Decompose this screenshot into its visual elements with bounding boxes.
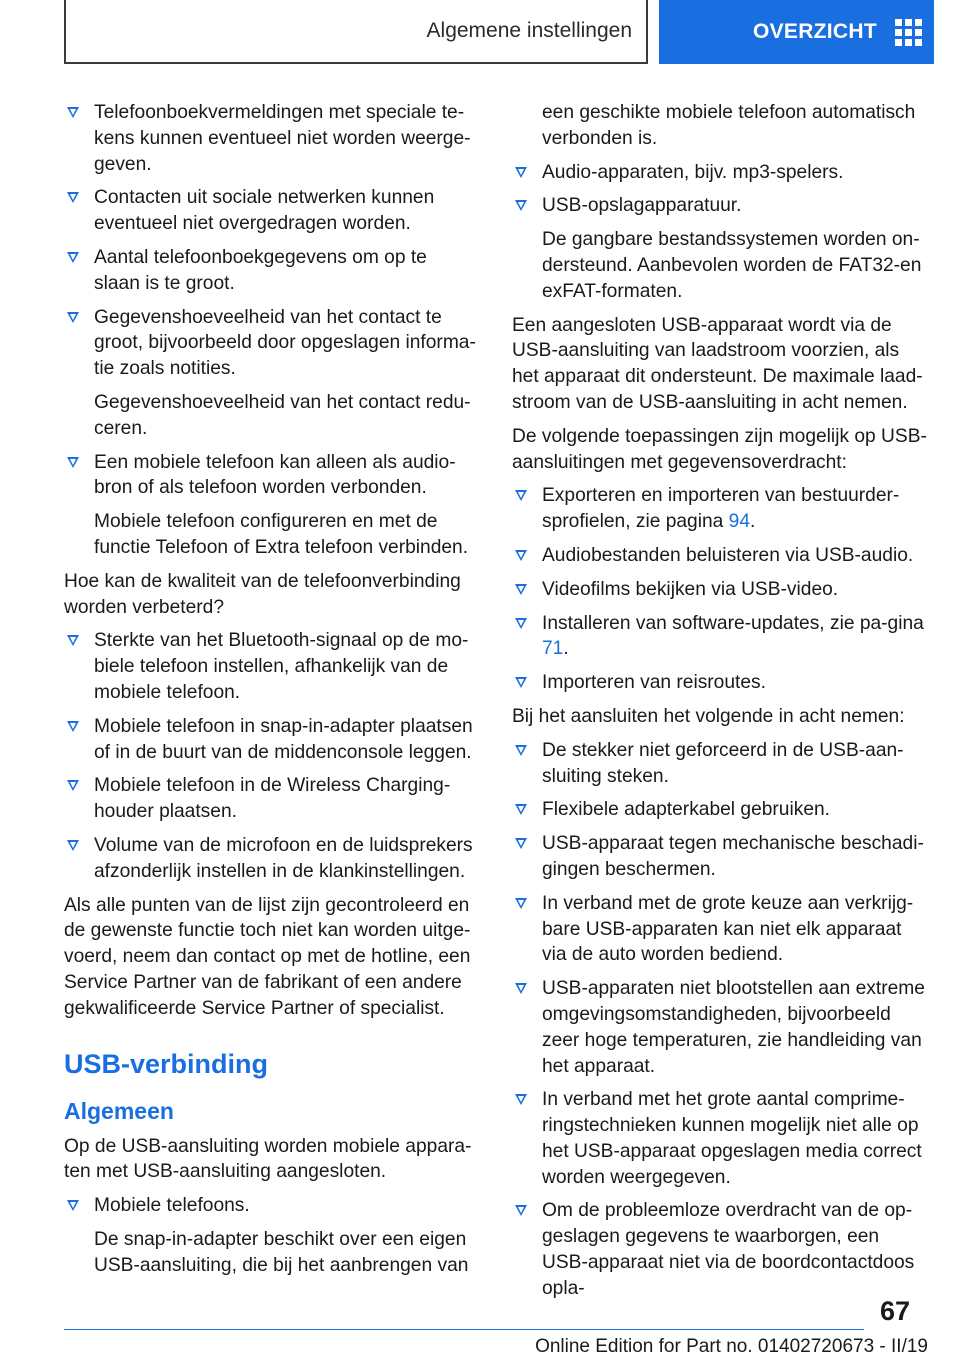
list-item-text: Flexibele adapterkabel gebruiken.	[542, 799, 830, 821]
list-item-text: Een mobiele telefoon kan alleen als audio-bron of als telefoon worden verbonden.	[94, 451, 456, 499]
page-number: 67	[880, 1296, 911, 1326]
list-item	[64, 1193, 478, 1278]
triangle-bullet-icon	[515, 1094, 527, 1105]
triangle-bullet-icon	[515, 745, 527, 756]
list-item-text: Aantal telefoonboekgegevens om op te slaan is te groot.	[94, 246, 427, 294]
triangle-bullet-icon	[67, 635, 79, 646]
grid-menu-icon	[895, 19, 922, 46]
list-item-note-continued: een geschikte mobiele telefoon automatisch verbonden is.	[542, 102, 916, 149]
triangle-bullet-icon	[515, 167, 527, 178]
list-item	[512, 738, 928, 790]
list-item	[64, 305, 478, 442]
list-item-text: Om de probleemloze overdracht van de op-geslagen gegevens te waarborgen, een USB-apparaat niet via de boordcontactdoos opla-	[542, 1200, 915, 1299]
list-item	[64, 100, 478, 177]
triangle-bullet-icon	[515, 200, 527, 211]
list-item-note: Gegevenshoeveelheid van het contact redu-ceren.	[94, 391, 471, 439]
right-column	[512, 100, 928, 1310]
list-item	[512, 611, 928, 663]
list-item	[512, 193, 928, 304]
triangle-bullet-icon	[515, 584, 527, 595]
list-item	[512, 543, 928, 569]
list-item	[512, 1198, 928, 1301]
triangle-bullet-icon	[515, 838, 527, 849]
list-item-text: Videofilms bekijken via USB-video.	[542, 578, 839, 600]
triangle-bullet-icon	[515, 898, 527, 909]
list-item-text: In verband met het grote aantal comprime-ringstechnieken kunnen mogelijk niet alle op het USB-apparaat opgeslagen media correct worden weergegeven.	[542, 1089, 922, 1188]
list-item-text: Telefoonboekvermeldingen met speciale te-kens kunnen eventueel niet worden weerge-geven.	[94, 102, 471, 175]
triangle-bullet-icon	[67, 312, 79, 323]
list-item-text: USB-opslagapparatuur.	[542, 195, 742, 217]
list-item	[512, 797, 928, 823]
triangle-bullet-icon	[515, 618, 527, 629]
list-item-text: Exporteren en importeren van bestuurder-sprofielen, zie pagina 94.	[542, 485, 900, 533]
overview-label: OVERZICHT	[752, 20, 877, 43]
section-heading: USB-verbinding	[64, 1048, 269, 1079]
list-item	[512, 891, 928, 968]
page-link[interactable]: 71	[542, 638, 564, 660]
triangle-bullet-icon	[515, 983, 527, 994]
page-link[interactable]: 94	[728, 511, 751, 533]
list-item-text: De stekker niet geforceerd in de USB-aan-sluiting steken.	[542, 739, 904, 787]
list-item	[512, 976, 928, 1079]
list-item-text: USB-apparaten niet blootstellen aan extreme omgevingsomstandigheden, bijvoorbeeld zeer hoge temperaturen, zie handleiding van het apparaat.	[542, 978, 925, 1077]
list-item	[64, 773, 478, 825]
list-item	[512, 1087, 928, 1190]
intro-paragraph: Op de USB-aansluiting worden mobiele appara-ten met USB-aansluiting aangesloten.	[64, 1135, 472, 1183]
triangle-bullet-icon	[67, 1200, 79, 1211]
list-item-text: Contacten uit sociale netwerken kunnen eventueel niet overgedragen worden.	[94, 187, 435, 235]
list-item-text: Audio-apparaten, bijv. mp3-spelers.	[542, 161, 844, 183]
triangle-bullet-icon	[67, 457, 79, 468]
list-item-note: De snap-in-adapter beschikt over een eigen USB-aansluiting, die bij het aanbrengen van	[94, 1228, 469, 1276]
triangle-bullet-icon	[515, 490, 527, 501]
triangle-bullet-icon	[67, 107, 79, 118]
list-item-text: Installeren van software-updates, zie pa-gina 71.	[542, 612, 924, 660]
header-section-box	[64, 0, 648, 64]
triangle-bullet-icon	[515, 550, 527, 561]
list-item-text: Gegevenshoeveelheid van het contact te groot, bijvoorbeeld door opgeslagen informa-tie zoals notities.	[94, 306, 476, 380]
footer-divider	[64, 1329, 864, 1330]
list-item	[64, 245, 478, 297]
apps-intro: De volgende toepassingen zijn mogelijk op USB-aansluitingen met gegevensoverdracht:	[512, 425, 927, 473]
triangle-bullet-icon	[67, 840, 79, 851]
closing-paragraph: Als alle punten van de lijst zijn gecontroleerd en de gewenste functie toch niet kan worden uitge-voerd, neem dan contact op met de hotline, een Service Partner van de fabrikant of een andere gekwalificeerde Service Partner of specialist.	[64, 894, 471, 1019]
subsection-heading: Algemeen	[64, 1097, 174, 1124]
list-item	[512, 160, 928, 186]
power-paragraph: Een aangesloten USB-apparaat wordt via de USB-aansluiting van laadstroom voorzien, als het apparaat dit ondersteunt. De maximale laad-stroom van de USB-aansluiting in acht nemen.	[512, 314, 923, 413]
list-item	[512, 483, 928, 535]
section-title: Algemene instellingen	[426, 19, 632, 42]
triangle-bullet-icon	[67, 780, 79, 791]
list-item	[64, 714, 478, 766]
list-item-text: Sterkte van het Bluetooth-signaal op de mo-biele telefoon instellen, afhankelijk van de mobiele telefoon.	[94, 630, 469, 703]
list-item	[512, 577, 928, 603]
list-item-text: Audiobestanden beluisteren via USB-audio.	[542, 544, 914, 566]
triangle-bullet-icon	[67, 721, 79, 732]
list-item	[64, 185, 478, 237]
triangle-bullet-icon	[515, 804, 527, 815]
list-item-text: Mobiele telefoon in de Wireless Charging-houder plaatsen.	[94, 775, 451, 823]
list-item-text: Importeren van reisroutes.	[542, 672, 766, 694]
triangle-bullet-icon	[67, 192, 79, 203]
notes-intro: Bij het aansluiten het volgende in acht nemen:	[512, 705, 905, 727]
list-item	[64, 450, 478, 561]
list-item-note: De gangbare bestandssystemen worden on-dersteund. Aanbevolen worden de FAT32-en exFAT-formaten.	[542, 229, 922, 302]
list-item-note: Mobiele telefoon configureren en met de functie Telefoon of Extra telefoon verbinden.	[94, 511, 469, 558]
list-item	[64, 833, 478, 885]
triangle-bullet-icon	[515, 1205, 527, 1216]
triangle-bullet-icon	[515, 677, 527, 688]
overview-button[interactable]	[659, 0, 934, 64]
list-item-text: In verband met de grote keuze aan verkrijg-bare USB-apparaten kan niet elk apparaat via de auto worden bediend.	[542, 892, 914, 966]
list-item-text: Mobiele telefoon in snap-in-adapter plaatsen of in de buurt van de middenconsole leggen.	[94, 715, 473, 763]
list-item	[512, 670, 928, 696]
list-item	[512, 831, 928, 883]
list-item	[64, 628, 478, 705]
left-column	[64, 100, 478, 1286]
list-item-text: USB-apparaat tegen mechanische beschadi-gingen beschermen.	[542, 833, 924, 880]
list-item-text: Volume van de microfoon en de luidsprekers afzonderlijk instellen in de klankinstellingen.	[94, 834, 473, 882]
list-item-text: Mobiele telefoons.	[94, 1195, 250, 1217]
triangle-bullet-icon	[67, 252, 79, 263]
question-text: Hoe kan de kwaliteit van de telefoonverbinding worden verbeterd?	[64, 570, 461, 618]
footer-edition: Online Edition for Part no. 01402720673 - II/19	[535, 1336, 928, 1357]
